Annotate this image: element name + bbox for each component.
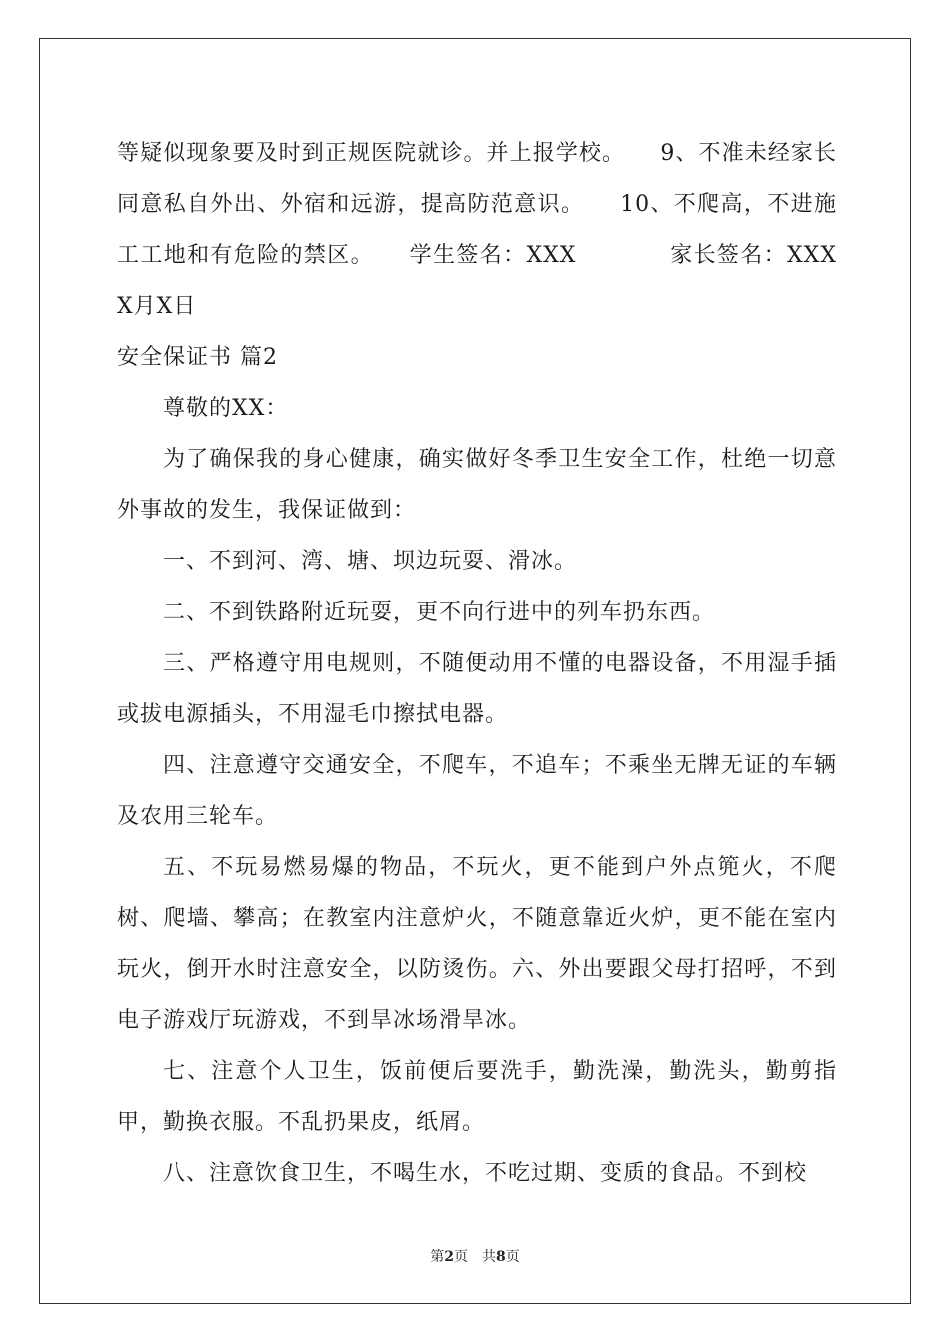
- section-title: 安全保证书 篇2: [117, 345, 278, 370]
- paragraph-item-2: 二、不到铁路附近玩耍，更不向行进中的列车扔东西。: [163, 600, 716, 625]
- salutation: 尊敬的XX：: [163, 396, 289, 421]
- page-prefix: 第: [430, 1249, 445, 1265]
- paragraph-item-5: 五、不玩易燃易爆的物品，不玩火，更不能到户外点篼火，不爬树、爬墙、攀高；在教室内注意炉火，不随意靠近火炉，更不能在室内玩火，倒开水时注意安全，以防烫伤。六、外出要跟父母打招呼，不到电子游戏厅玩游戏，不到旱冰场滑旱冰。: [117, 855, 837, 1033]
- paragraph-item-3: 三、严格遵守用电规则，不随便动用不懂的电器设备，不用湿手插或拔电源插头，不用湿毛巾擦拭电器。: [117, 651, 837, 727]
- continuation-paragraph: 等疑似现象要及时到正规医院就诊。并上报学校。 9、不准未经家长同意私自外出、外宿和远游，提高防范意识。 10、不爬高，不进施工工地和有危险的禁区。 学生签名：XXX 家长签名：XXX X月X日: [117, 141, 884, 319]
- paragraph-item-8: 八、注意饮食卫生，不喝生水，不吃过期、变质的食品。不到校: [163, 1161, 808, 1186]
- page-suffix: 页 共: [454, 1249, 496, 1265]
- paragraph-intro: 为了确保我的身心健康，确实做好冬季卫生安全工作，杜绝一切意外事故的发生，我保证做到：: [117, 447, 837, 523]
- page-number: 2: [444, 1249, 454, 1265]
- total-pages: 8: [496, 1249, 506, 1265]
- document-body: [117, 128, 884, 1199]
- paragraph-item-7: 七、注意个人卫生，饭前便后要洗手，勤洗澡，勤洗头，勤剪指甲，勤换衣服。不乱扔果皮，纸屑。: [117, 1059, 837, 1135]
- page-footer: [0, 1246, 950, 1266]
- paragraph-item-4: 四、注意遵守交通安全，不爬车，不追车；不乘坐无牌无证的车辆及农用三轮车。: [117, 753, 837, 829]
- paragraph-item-1: 一、不到河、湾、塘、坝边玩耍、滑冰。: [163, 549, 578, 574]
- total-suffix: 页: [505, 1249, 520, 1265]
